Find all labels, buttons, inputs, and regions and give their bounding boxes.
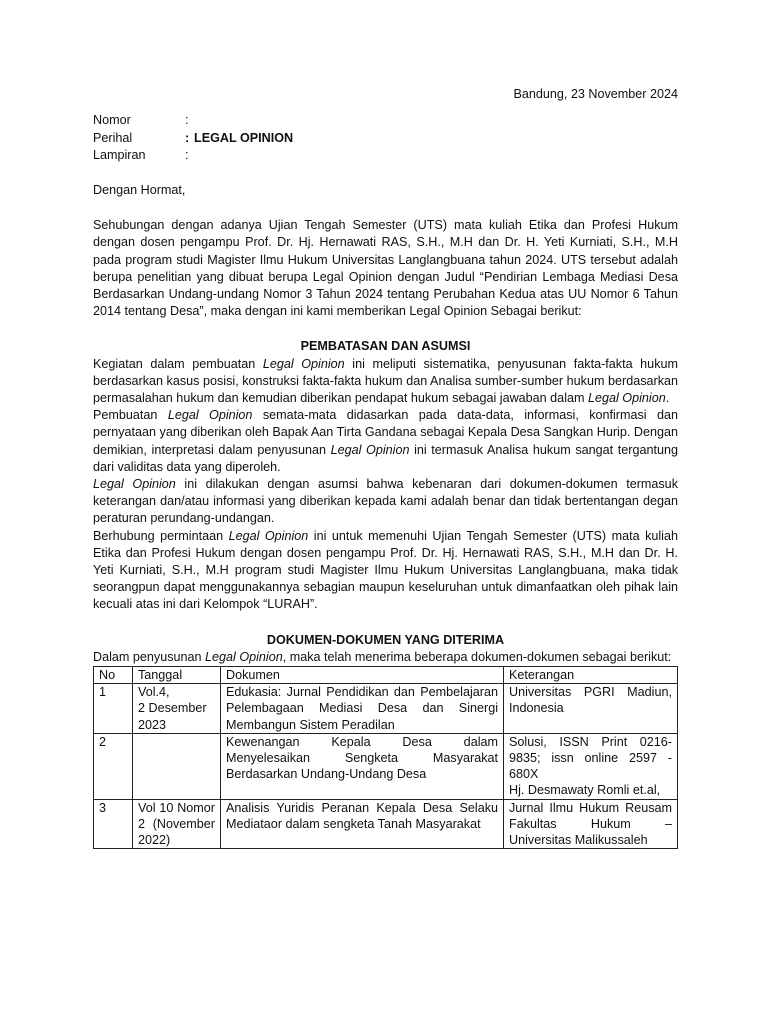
text-run: ini dilakukan dengan asumsi bahwa kebenaran dari dokumen-dokumen termasuk keterangan dan/atau informasi yang diberikan kepada kami adalah benar dan tidak bertentangan degan peraturan perundang-undangan.: [93, 477, 678, 526]
section-title-dokumen: DOKUMEN-DOKUMEN YANG DITERIMA: [266, 632, 505, 647]
text-run: Kegiatan dalam pembuatan: [93, 356, 263, 371]
table-row: [94, 684, 678, 734]
paragraph-kegiatan: [93, 356, 678, 408]
text-run: ini meliputi sistematika, penyusunan fakta-fakta hukum berdasarkan kasus posisi, konstruksi fakta-fakta hukum dan Analisa sumber-sumber hukum berdasarkan permasalahan hukum dan kemudian diberikan pendapat hukum sebagai jawaban dalam: [93, 356, 678, 406]
cell-line: Solusi, ISSN Print 0216-9835; issn online 2597 - 680X: [509, 734, 672, 782]
letter-meta: [93, 112, 678, 165]
cell-line: Universitas PGRI Madiun, Indonesia: [509, 685, 672, 716]
column-header: Dokumen: [221, 667, 504, 684]
text-run: ini termasuk Analisa hukum sangat tergantung dari validitas data yang diperoleh.: [93, 442, 678, 474]
meta-label: Perihal: [93, 130, 133, 145]
emphasis: Legal Opinion: [228, 528, 309, 543]
cell-keterangan: [504, 799, 678, 849]
cell-tanggal: [133, 799, 221, 849]
meta-row-lampiran: [93, 147, 678, 165]
text-run: Dalam penyusunan: [93, 649, 206, 664]
meta-colon: :: [185, 130, 190, 145]
meta-colon: :: [185, 113, 189, 128]
cell-no: 1: [94, 684, 133, 734]
cell-line: Jurnal Ilmu Hukum Reusam Fakultas Hukum – Universitas Malikussaleh: [509, 800, 672, 848]
paragraph-pembuatan: [93, 407, 678, 476]
letter-body: [93, 86, 678, 849]
cell-dokumen: Analisis Yuridis Peranan Kepala Desa Selaku Mediataor dalam sengketa Tanah Masyarakat: [221, 799, 504, 849]
cell-keterangan: [504, 684, 678, 734]
paragraph-dokumen-intro: [93, 649, 678, 666]
salutation: Dengan Hormat,: [93, 182, 186, 197]
column-header: No: [94, 667, 133, 684]
emphasis: Legal Opinion: [587, 391, 666, 406]
cell-no: 3: [94, 799, 133, 849]
paragraph-asumsi: [93, 476, 678, 528]
emphasis: Legal Opinion: [330, 442, 410, 457]
table-header-row: [94, 667, 678, 684]
cell-line: Vol 10 Nomor 2 (November 2022): [138, 800, 215, 848]
meta-row-perihal: [93, 130, 678, 148]
cell-dokumen: Kewenangan Kepala Desa dalam Menyelesaikan Sengketa Masyarakat Berdasarkan Undang-Undang Desa: [221, 733, 504, 799]
text-run: , maka telah menerima beberapa dokumen-dokumen sebagai berikut:: [282, 649, 672, 664]
section-title-pembatasan: PEMBATASAN DAN ASUMSI: [300, 339, 471, 354]
meta-label: Lampiran: [93, 148, 146, 163]
table-row: [94, 799, 678, 849]
meta-label: Nomor: [93, 113, 131, 128]
cell-line: Vol.4,: [138, 685, 170, 700]
cell-no: 2: [94, 733, 133, 799]
text-run: ini untuk memenuhi Ujian Tengah Semester (UTS) mata kuliah Etika dan Profesi Hukum dengan dosen pengampu Prof. Dr. Hj. Hernawati RAS, S.H., M.H dan Dr. H. Yeti Kurniati, S.H., M.H program studi Magister Ilmu Hukum Universitas Langlangbuana, maka tidak seorangpun dapat menggunakannya sebagian maupun keseluruhan untuk dimanfaatkan oleh pihak lain kecuali atas ini dari Kelompok “LURAH”.: [93, 528, 678, 612]
paragraph-permintaan: [93, 528, 678, 614]
intro-paragraph: Sehubungan dengan adanya Ujian Tengah Semester (UTS) mata kuliah Etika dan Profesi Hukum dengan dosen pengampu Prof. Dr. Hj. Hernawati RAS, S.H., M.H dan Dr. H. Yeti Kurniati, S.H., M.H pada program studi Magister Ilmu Hukum Universitas Langlangbuana tahun 2024. UTS tersebut adalah berupa penelitian yang dibuat berupa Legal Opinion dengan Judul “Pendirian Lembaga Mediasi Desa Berdasarkan Undang-undang Nomor 3 Tahun 2024 tentang Perubahan Kedua atas UU Nomor 6 Tahun 2014 tentang Desa”, maka dengan ini kami memberikan Legal Opinion Sebagai berikut:: [93, 218, 678, 319]
cell-line: 2 Desember 2023: [138, 701, 207, 732]
column-header: Keterangan: [504, 667, 678, 684]
emphasis: Legal Opinion: [205, 649, 283, 664]
cell-keterangan: [504, 733, 678, 799]
text-run: Berhubung permintaan: [93, 528, 229, 543]
cell-line: Hj. Desmawaty Romli et.al,: [509, 783, 661, 798]
cell-tanggal: [133, 733, 221, 799]
documents-table: [93, 666, 678, 849]
meta-row-nomor: [93, 112, 678, 130]
emphasis: Legal Opinion: [167, 408, 253, 423]
letter-date: Bandung, 23 November 2024: [513, 87, 678, 101]
cell-tanggal: [133, 684, 221, 734]
table-row: [94, 733, 678, 799]
text-run: Pembuatan: [93, 408, 168, 423]
emphasis: Legal Opinion: [262, 356, 345, 371]
meta-value: LEGAL OPINION: [194, 130, 294, 145]
column-header: Tanggal: [133, 667, 221, 684]
meta-colon: :: [185, 148, 189, 163]
text-run: semata-mata didasarkan pada data-data, informasi, konfirmasi dan pernyataan yang diberikan oleh Bapak Aan Tirta Gandana sebagai Kepala Desa Sangkan Hurip. Dengan demikian, interpretasi dalam penyusunan: [93, 408, 678, 457]
cell-dokumen: Edukasia: Jurnal Pendidikan dan Pembelajaran Pelembagaan Mediasi Desa dan Sinergi Membangun Sistem Peradilan: [221, 684, 504, 734]
emphasis: Legal Opinion: [93, 477, 176, 492]
text-run: .: [665, 391, 670, 406]
